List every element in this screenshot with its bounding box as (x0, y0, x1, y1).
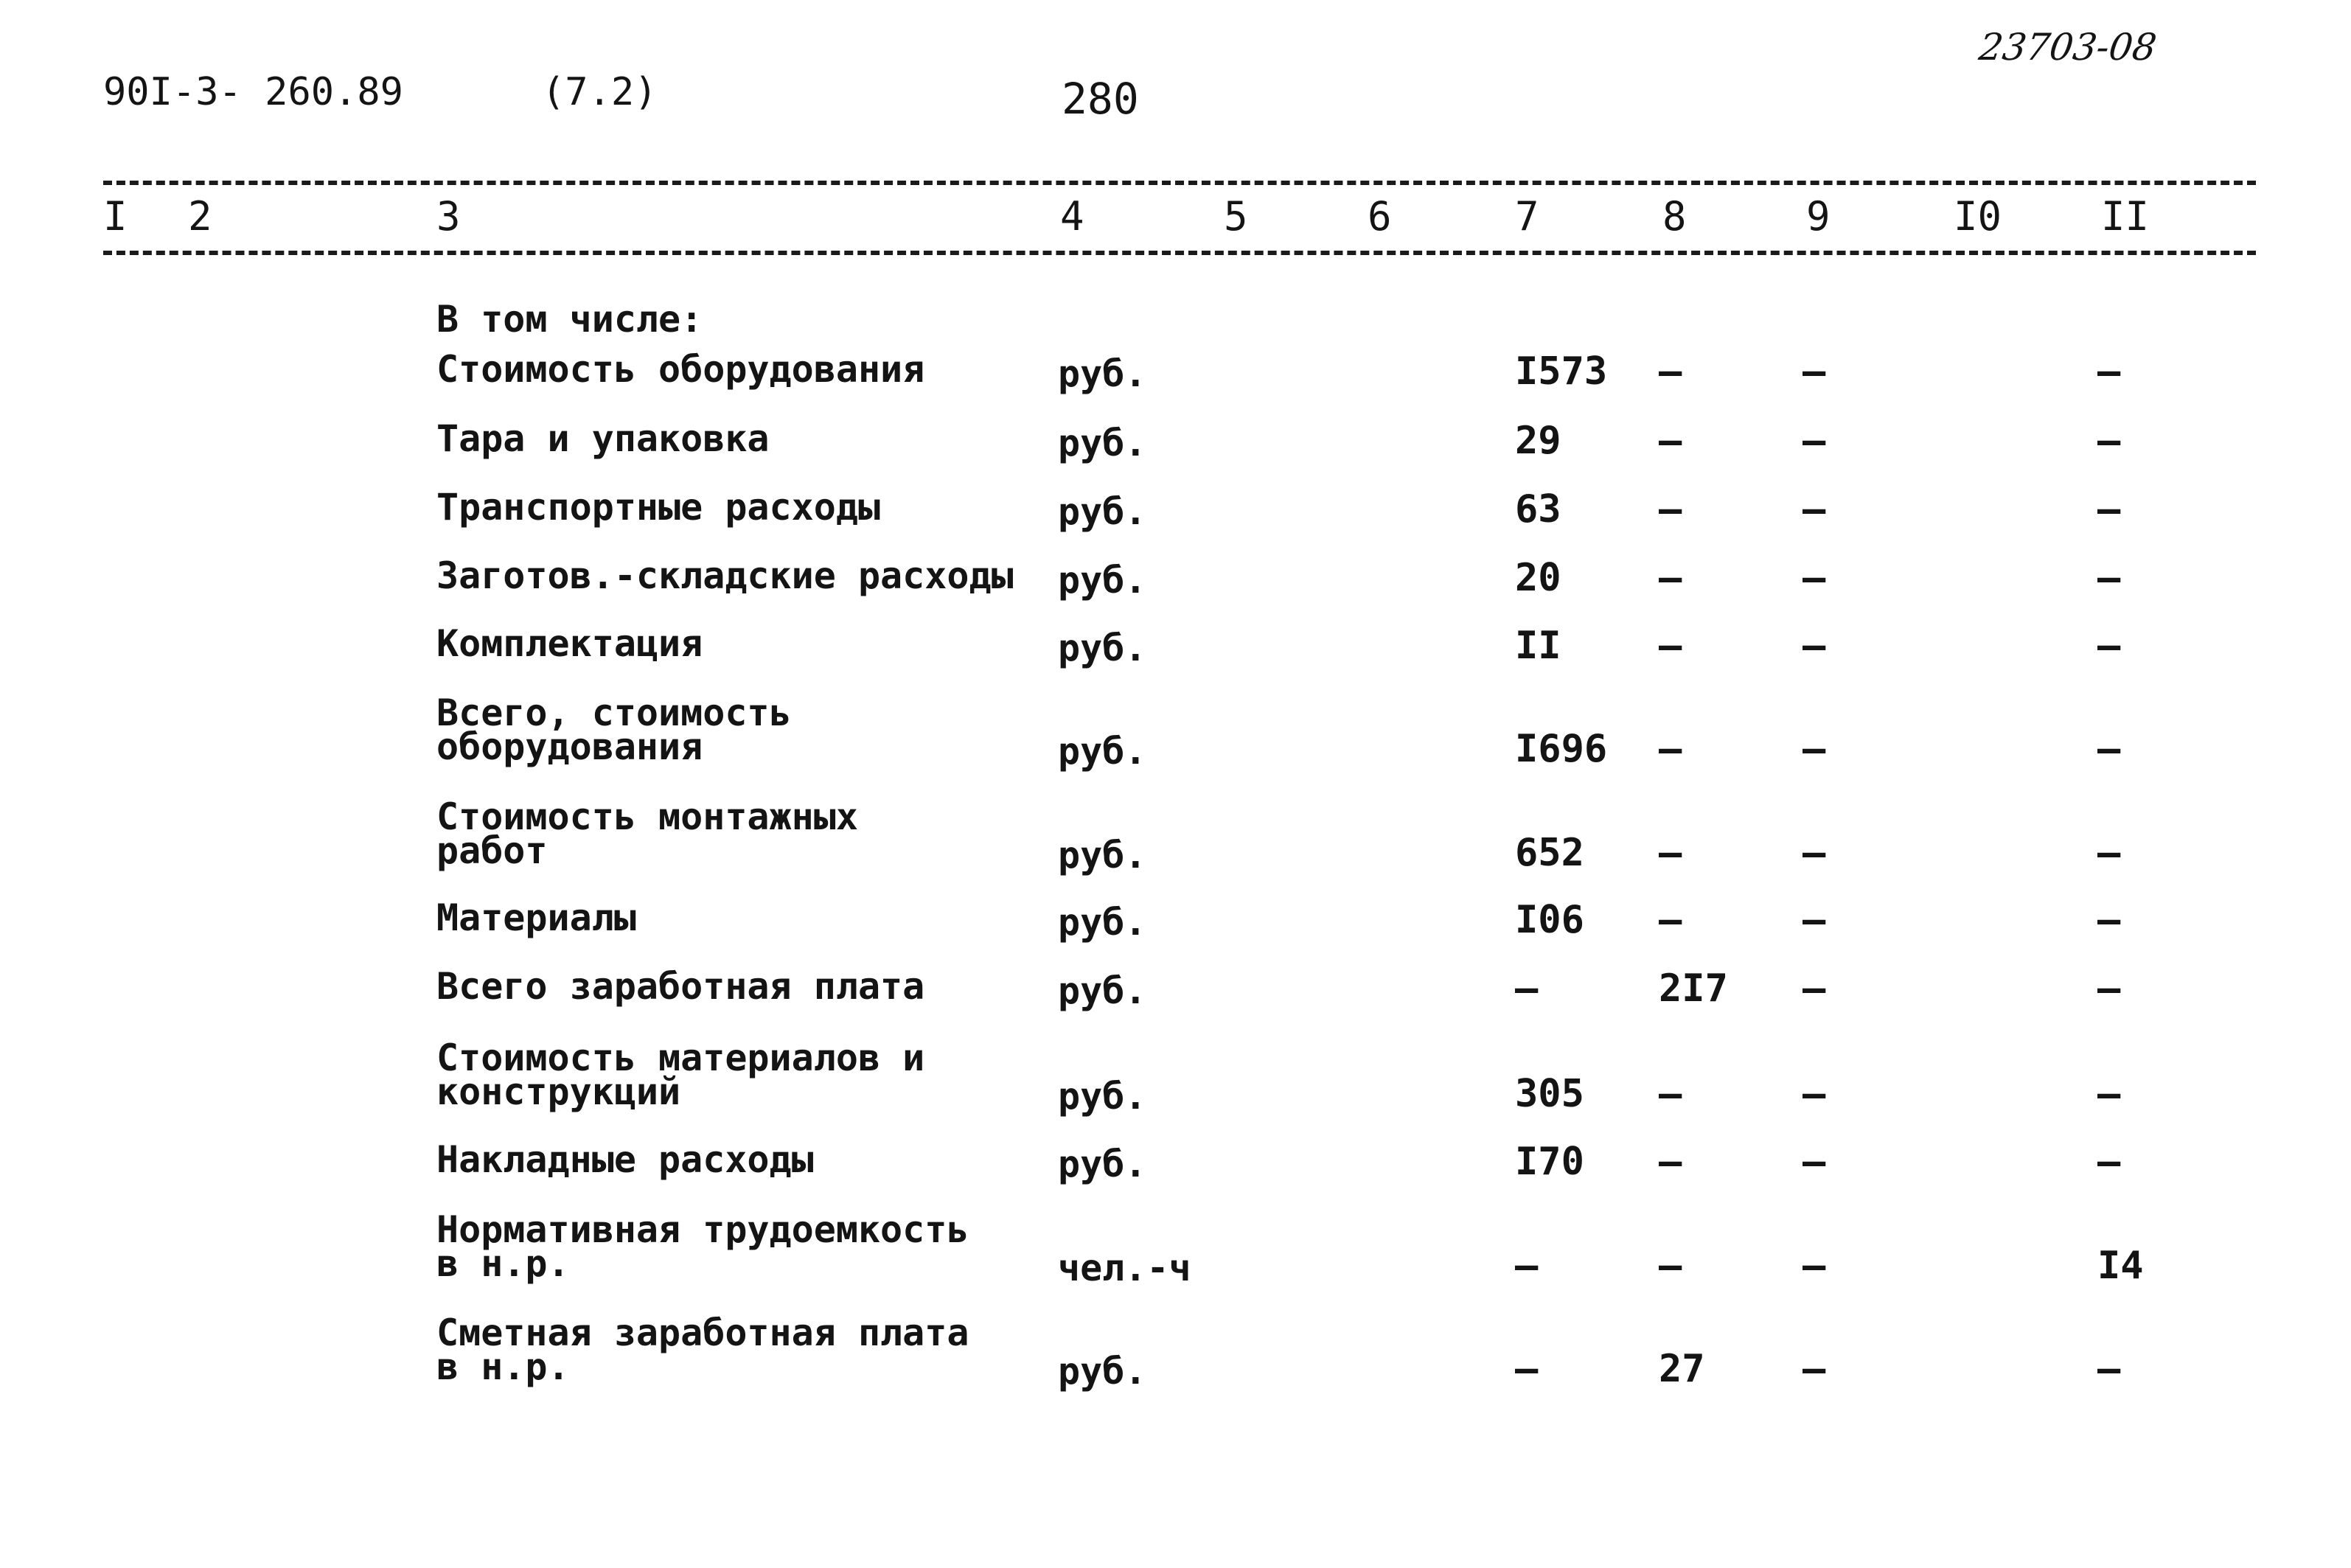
cell-col11: – (2097, 727, 2121, 771)
header-rule-top (103, 181, 2256, 185)
cell-col7: II (1515, 624, 1561, 668)
row-unit: руб. (1058, 969, 1147, 1012)
cell-col9: – (1803, 727, 1826, 771)
row-unit: руб. (1058, 1350, 1147, 1393)
cell-col11: – (2097, 1072, 2121, 1116)
row-name: Заготов.-складские расходы (436, 554, 1014, 597)
cell-col9: – (1803, 1072, 1826, 1116)
cell-col9: – (1803, 556, 1826, 600)
row-name: Комплектация (436, 622, 703, 665)
page-number: 280 (1062, 74, 1139, 124)
intro-label: В том числе: (436, 298, 703, 341)
cell-col9: – (1803, 898, 1826, 942)
row-unit: руб. (1058, 1143, 1147, 1185)
cell-col9: – (1803, 1140, 1826, 1184)
cell-col11: – (2097, 898, 2121, 942)
cell-col9: – (1803, 487, 1826, 532)
row-name: Всего, стоимость оборудования (436, 691, 792, 768)
cell-col11: – (2097, 966, 2121, 1011)
cell-col7: 29 (1515, 419, 1561, 463)
cell-col7: I696 (1515, 727, 1608, 771)
cell-col8: 2I7 (1659, 966, 1728, 1011)
cell-col8: – (1659, 556, 1682, 600)
row-name: Транспортные расходы (436, 486, 881, 529)
cell-col11: – (2097, 1140, 2121, 1184)
cell-col8: – (1659, 419, 1682, 463)
archive-number: 23703-08 (1976, 26, 2159, 69)
row-unit: руб. (1058, 352, 1147, 395)
cell-col7: 20 (1515, 556, 1561, 600)
cell-col7: – (1515, 1347, 1539, 1391)
row-name: Стоимость монтажных работ (436, 795, 858, 872)
row-unit: руб. (1058, 559, 1147, 602)
cell-col8: – (1659, 624, 1682, 668)
column-number: 4 (1060, 193, 1084, 240)
row-name: Материалы (436, 896, 636, 939)
cell-col7: – (1515, 1244, 1539, 1288)
cell-col7: 305 (1515, 1072, 1584, 1116)
cell-col11: – (2097, 831, 2121, 875)
cell-col11: – (2097, 349, 2121, 394)
cell-col7: 652 (1515, 831, 1584, 875)
row-unit: руб. (1058, 627, 1147, 669)
row-name: Накладные расходы (436, 1138, 814, 1181)
header-rule-bottom (103, 251, 2256, 255)
row-unit: руб. (1058, 1075, 1147, 1118)
cell-col8: – (1659, 1244, 1682, 1288)
row-unit: чел.-ч (1058, 1247, 1191, 1289)
cell-col9: – (1803, 419, 1826, 463)
row-name: Стоимость оборудования (436, 348, 925, 391)
document-code: 90I-3- 260.89 (103, 70, 403, 114)
cell-col9: – (1803, 624, 1826, 668)
cell-col7: I573 (1515, 349, 1608, 394)
cell-col8: – (1659, 898, 1682, 942)
column-number: 6 (1368, 193, 1392, 240)
cell-col7: I70 (1515, 1140, 1584, 1184)
cell-col9: – (1803, 349, 1826, 394)
column-number: 9 (1806, 193, 1831, 240)
cell-col9: – (1803, 1244, 1826, 1288)
column-number: II (2101, 193, 2150, 240)
cell-col11: – (2097, 487, 2121, 532)
cell-col8: – (1659, 831, 1682, 875)
cell-col9: – (1803, 1347, 1826, 1391)
row-name: Стоимость материалов и конструкций (436, 1036, 925, 1113)
row-unit: руб. (1058, 834, 1147, 877)
column-number: I (103, 193, 128, 240)
row-unit: руб. (1058, 901, 1147, 944)
cell-col7: – (1515, 966, 1539, 1011)
row-unit: руб. (1058, 490, 1147, 533)
row-name: Сметная заработная плата в н.р. (436, 1311, 969, 1388)
row-name: Нормативная трудоемкость в н.р. (436, 1208, 969, 1285)
cell-col11: I4 (2097, 1244, 2144, 1288)
cell-col7: I06 (1515, 898, 1584, 942)
cell-col8: – (1659, 1072, 1682, 1116)
cell-col9: – (1803, 831, 1826, 875)
cell-col9: – (1803, 966, 1826, 1011)
cell-col11: – (2097, 556, 2121, 600)
column-number: 5 (1224, 193, 1248, 240)
column-number: 8 (1662, 193, 1687, 240)
cell-col11: – (2097, 624, 2121, 668)
column-number: 2 (188, 193, 212, 240)
cell-col8: – (1659, 1140, 1682, 1184)
cell-col8: – (1659, 727, 1682, 771)
column-number: 7 (1515, 193, 1539, 240)
cell-col8: 27 (1659, 1347, 1705, 1391)
row-name: Всего заработная плата (436, 965, 925, 1008)
column-number: 3 (436, 193, 461, 240)
cell-col11: – (2097, 419, 2121, 463)
cell-col8: – (1659, 487, 1682, 532)
sheet-number: (7.2) (542, 70, 658, 114)
cell-col11: – (2097, 1347, 2121, 1391)
row-unit: руб. (1058, 422, 1147, 464)
cell-col7: 63 (1515, 487, 1561, 532)
column-number: I0 (1954, 193, 2002, 240)
row-name: Тара и упаковка (436, 417, 770, 460)
row-unit: руб. (1058, 730, 1147, 773)
cell-col8: – (1659, 349, 1682, 394)
